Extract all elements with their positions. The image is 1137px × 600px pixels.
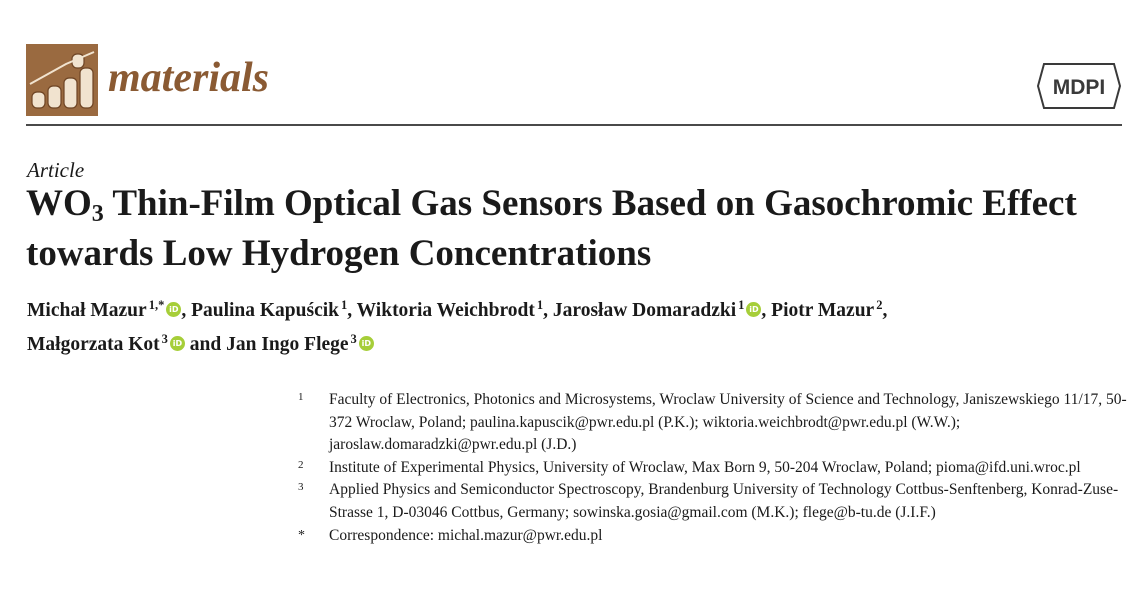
affiliation-text: Applied Physics and Semiconductor Spectroscopy, Brandenburg University of Technology Cottbus-Senftenberg, Konrad-Zuse-Strasse 1, D-03046 Cottbus, Germany; sowinska.gosia@gmail.com (M.K.); flege@b-tu.de (J.I.F.)	[329, 481, 1119, 521]
journal-header	[26, 44, 1122, 116]
paper-title	[26, 184, 1116, 274]
affiliation-item	[298, 457, 1128, 480]
affiliation-item	[298, 389, 1128, 457]
author[interactable]	[191, 300, 347, 321]
author-name: Jarosław Domaradzki	[552, 300, 737, 321]
affiliation-number: 3	[298, 481, 304, 494]
author-name: Jan Ingo Flege	[226, 334, 349, 355]
orcid-icon[interactable]: iD	[746, 302, 761, 317]
publisher-name: MDPI	[1052, 76, 1106, 99]
affiliation-item	[298, 479, 1128, 524]
orcid-icon[interactable]: iD	[170, 336, 185, 351]
affiliation-marker: 2	[876, 298, 883, 312]
author-name: Małgorzata Kot	[27, 334, 160, 355]
affiliation-list	[298, 389, 1128, 547]
affiliation-marker: 3	[350, 332, 357, 346]
header-rule	[26, 124, 1122, 126]
title-subscript: 3	[91, 201, 104, 227]
author-name: Michał Mazur	[27, 300, 147, 321]
article-type: Article	[27, 158, 85, 182]
affiliation-marker: 1	[738, 298, 745, 312]
affiliation-text: Faculty of Electronics, Photonics and Microsystems, Wroclaw University of Science and Technology, Janiszewskiego 11/17, 50-372 Wroclaw, Poland; paulina.kapuscik@pwr.edu.pl (P.K.); wiktoria.weichbrodt@pwr.edu.pl (W.W.); jaroslaw.domaradzki@pwr.edu.pl (J.D.)	[329, 391, 1127, 454]
affiliation-marker: 1	[341, 298, 348, 312]
affiliation-marker: 3	[161, 332, 168, 346]
mdpi-logo	[1036, 58, 1122, 114]
author-name: Paulina Kapuścik	[191, 300, 339, 321]
author[interactable]	[771, 300, 882, 321]
author[interactable]	[357, 300, 543, 321]
affiliation-number: 2	[298, 458, 304, 471]
correspondence-item	[298, 525, 1128, 548]
author[interactable]	[27, 300, 181, 321]
author-list: Michał Mazur $^{1,*}$ iD , Paulina Kapuścik $^1$, Wiktoria Weichbrodt $^1$, Jarosław Domaradzki $^1$ iD , Piotr Mazur $^2$, Małgorzata Kot $^3$ iD and Jan Ingo Flege $^3$ iD	[27, 298, 888, 355]
author[interactable]	[27, 334, 185, 355]
author-name: Piotr Mazur	[771, 300, 875, 321]
author[interactable]	[553, 300, 762, 321]
affiliation-text: Institute of Experimental Physics, University of Wroclaw, Max Born 9, 50-204 Wroclaw, Poland; pioma@ifd.uni.wroc.pl	[329, 458, 1081, 476]
orcid-icon[interactable]: iD	[166, 302, 181, 317]
affiliation-marker: 1	[536, 298, 544, 312]
title-part: Thin-Film Optical Gas Sensors Based on Gasochromic Effect towards Low Hydrogen Concentrations	[26, 183, 1077, 274]
title-part: WO	[26, 183, 92, 224]
journal-name: materials	[108, 55, 270, 101]
affiliation-number: 1	[298, 391, 304, 403]
author[interactable]	[226, 334, 374, 355]
author-name: Wiktoria Weichbrodt	[356, 300, 535, 321]
correspondence-text: Correspondence: michal.mazur@pwr.edu.pl	[329, 526, 603, 544]
materials-logo-icon	[26, 44, 98, 116]
correspondence-marker: *	[298, 527, 305, 543]
affiliation-marker: 1,*	[148, 298, 165, 312]
orcid-icon[interactable]: iD	[359, 336, 374, 351]
